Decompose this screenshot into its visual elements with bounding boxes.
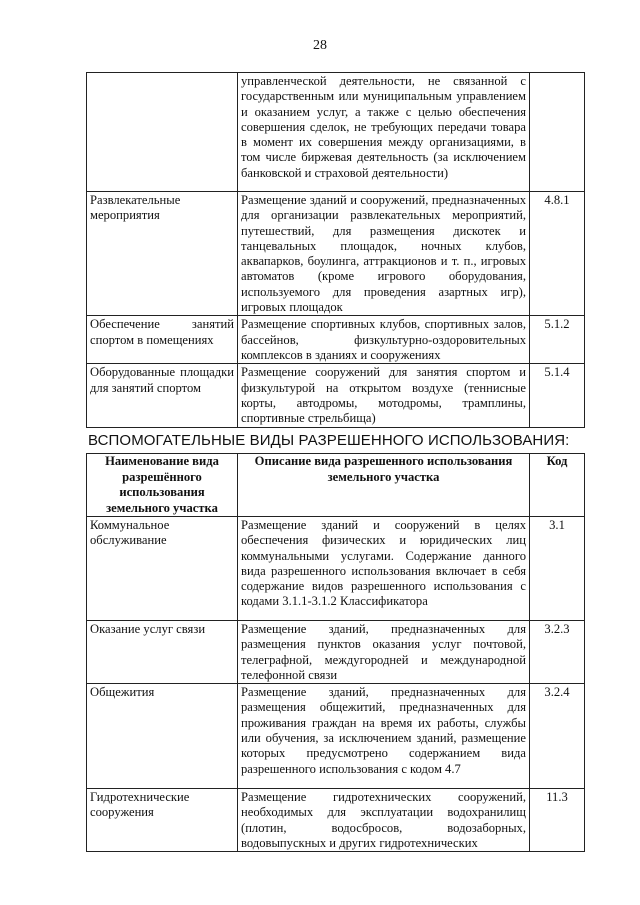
table-row	[87, 789, 585, 852]
use-description-cell: Размещение зданий и сооружений в целях обеспечения физических и юридических лиц коммунальными услугами. Содержание данного вида разрешенного использования включает в себя содержание видов разрешенного использования с кодами 3.1.1-3.1.2 Классификатора	[238, 517, 530, 621]
use-name-cell: Коммунальное обслуживание	[87, 517, 238, 621]
table-row	[87, 684, 585, 789]
use-name-cell: Оборудованные площадки для занятий спортом	[87, 364, 238, 427]
use-name-cell: Общежития	[87, 684, 238, 789]
auxiliary-uses-table	[86, 453, 585, 852]
use-code-cell: 11.3	[530, 789, 585, 852]
use-name-cell: Гидротехнические сооружения	[87, 789, 238, 852]
table-row	[87, 364, 585, 427]
use-code-cell: 3.1	[530, 517, 585, 621]
use-name-cell	[87, 73, 238, 192]
use-name-cell: Развлекательные мероприятия	[87, 192, 238, 316]
table-header-row	[87, 454, 585, 517]
table-row	[87, 192, 585, 316]
main-uses-table-continuation	[86, 72, 585, 428]
header-name: Наименование вида разрешённого использования земельного участка	[87, 454, 238, 517]
table-row	[87, 316, 585, 364]
use-code-cell: 3.2.4	[530, 684, 585, 789]
header-code: Код	[530, 454, 585, 517]
use-code-cell	[530, 73, 585, 192]
use-description-cell: Размещение зданий, предназначенных для размещения общежитий, предназначенных для проживания граждан на время их работы, службы или обучения, за исключением зданий, размещение которых предусмотрено содержанием вида разрешенного использования с кодом 4.7	[238, 684, 530, 789]
use-description-cell: Размещение спортивных клубов, спортивных залов, бассейнов, физкультурно-оздоровительных комплексов в зданиях и сооружениях	[238, 316, 530, 364]
table-row	[87, 517, 585, 621]
use-name-cell: Оказание услуг связи	[87, 621, 238, 684]
use-code-cell: 4.8.1	[530, 192, 585, 316]
use-name-cell: Обеспечение занятий спортом в помещениях	[87, 316, 238, 364]
use-code-cell: 5.1.4	[530, 364, 585, 427]
page-number: 28	[313, 38, 327, 53]
use-description-cell: Размещение гидротехнических сооружений, необходимых для эксплуатации водохранилищ (плотин, водосбросов, водозаборных, водовыпускных и других гидротехнических	[238, 789, 530, 852]
use-code-cell: 5.1.2	[530, 316, 585, 364]
table-row	[87, 621, 585, 684]
use-description-cell: Размещение зданий и сооружений, предназначенных для организации развлекательных мероприятий, путешествий, для размещения дискотек и танцевальных площадок, ночных клубов, аквапарков, боулинга, аттракционов и т. п., игровых автоматов (кроме игрового оборудования, используемого для проведения азартных игр), игровых площадок	[238, 192, 530, 316]
use-description-cell: управленческой деятельности, не связанной с государственным или муниципальным управлением и оказанием услуг, а также с целью обеспечения совершения сделок, не требующих передачи товара в момент их совершения между организациями, в том числе биржевая деятельность (за исключением банковской и страховой деятельности)	[238, 73, 530, 192]
use-description-cell: Размещение зданий, предназначенных для размещения пунктов оказания услуг почтовой, телеграфной, междугородней и международной телефонной связи	[238, 621, 530, 684]
use-description-cell: Размещение сооружений для занятия спортом и физкультурой на открытом воздухе (теннисные корты, автодромы, мотодромы, трамплины, спортивные стрельбища)	[238, 364, 530, 427]
table-row	[87, 73, 585, 192]
use-code-cell: 3.2.3	[530, 621, 585, 684]
section-heading: ВСПОМОГАТЕЛЬНЫЕ ВИДЫ РАЗРЕШЕННОГО ИСПОЛЬЗОВАНИЯ:	[88, 432, 570, 449]
header-description: Описание вида разрешенного использования земельного участка	[238, 454, 530, 517]
